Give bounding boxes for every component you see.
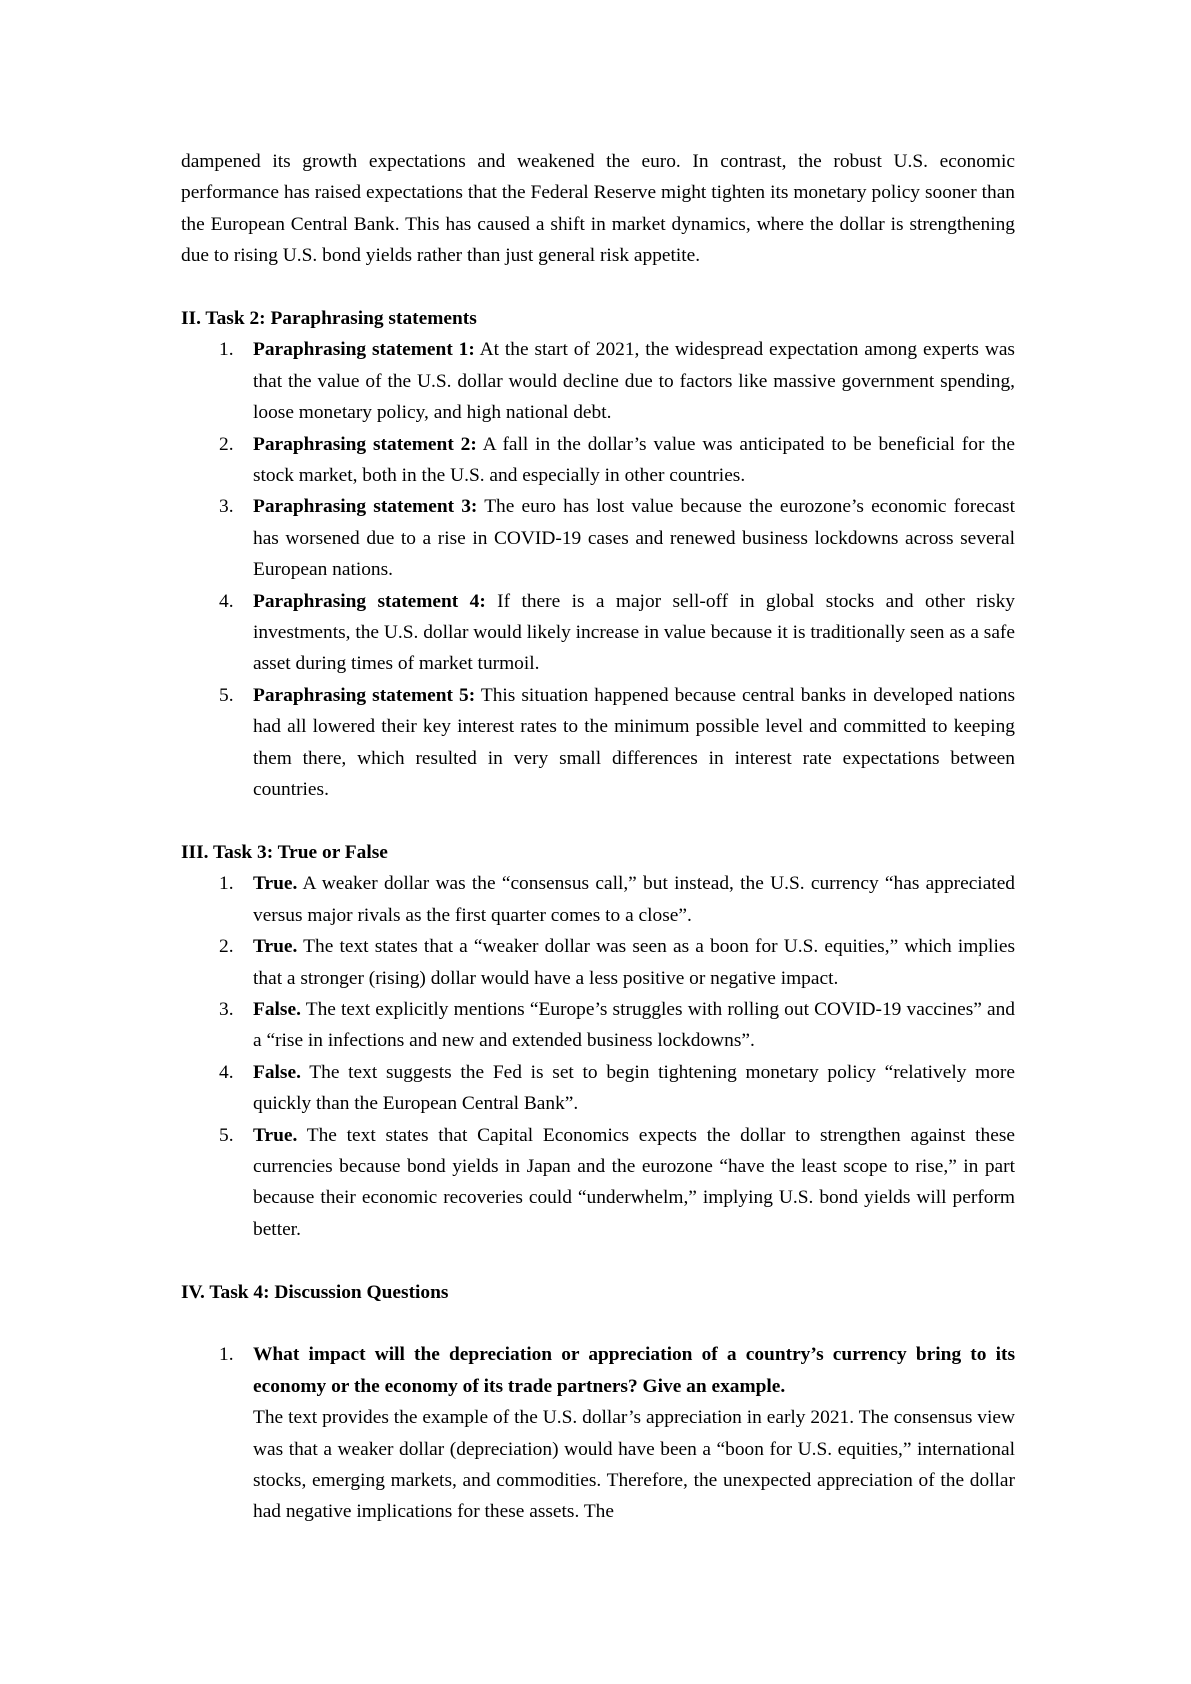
list-item xyxy=(181,868,1015,931)
item-number: 2. xyxy=(219,433,234,455)
item-lead: Paraphrasing statement 5: xyxy=(253,684,476,706)
item-text: The text suggests the Fed is set to begin tightening monetary policy “relatively more quickly than the European Central Bank”. xyxy=(253,1061,1015,1115)
spacer xyxy=(181,1245,1015,1276)
list-item xyxy=(181,931,1015,994)
item-text: A fall in the dollar’s value was anticipated to be beneficial for the stock market, both in the U.S. and especially in other countries. xyxy=(253,433,1015,487)
item-text: The euro has lost value because the eurozone’s economic forecast has worsened due to a rise in COVID-19 cases and renewed business lockdowns across several European nations. xyxy=(253,496,1015,581)
item-lead: Paraphrasing statement 2: xyxy=(253,433,477,455)
item-lead: True. xyxy=(253,873,298,895)
spacer xyxy=(181,806,1015,837)
list-item xyxy=(181,334,1015,428)
discussion-question: What impact will the depreciation or appreciation of a country’s currency bring to its economy or the economy of its trade partners? Give an example. xyxy=(253,1344,1015,1397)
task2-list xyxy=(181,334,1015,805)
item-number: 1. xyxy=(219,339,234,361)
discussion-answer: The text provides the example of the U.S. dollar’s appreciation in early 2021. The consensus view was that a weaker dollar (depreciation) would have been a “boon for U.S. equities,” international stocks, emerging markets, and commodities. Therefore, the unexpected appreciation of the dollar had negative implications for these assets. The xyxy=(253,1407,1015,1523)
task2-heading: II. Task 2: Paraphrasing statements xyxy=(181,308,477,330)
task3-list xyxy=(181,868,1015,1245)
item-lead: Paraphrasing statement 1: xyxy=(253,339,475,361)
list-item xyxy=(181,491,1015,585)
list-item xyxy=(181,1339,1015,1527)
item-text: At the start of 2021, the widespread expectation among experts was that the value of the U.S. dollar would decline due to factors like massive government spending, loose monetary policy, and high national debt. xyxy=(253,339,1015,424)
spacer xyxy=(181,1308,1015,1339)
list-item xyxy=(181,1057,1015,1120)
item-lead: True. xyxy=(253,1124,298,1146)
list-item xyxy=(181,1120,1015,1246)
item-lead: Paraphrasing statement 3: xyxy=(253,496,478,518)
item-number: 4. xyxy=(219,1061,234,1083)
item-number: 5. xyxy=(219,1124,234,1146)
item-lead: Paraphrasing statement 4: xyxy=(253,590,486,612)
item-text: The text explicitly mentions “Europe’s struggles with rolling out COVID-19 vaccines” and a “rise in infections and new and extended business lockdowns”. xyxy=(253,998,1015,1052)
item-number: 4. xyxy=(219,590,234,612)
task3-heading: III. Task 3: True or False xyxy=(181,841,388,863)
item-number: 1. xyxy=(219,873,234,895)
task4-list xyxy=(181,1339,1015,1527)
item-text: The text states that Capital Economics expects the dollar to strengthen against these currencies because bond yields in Japan and the eurozone “have the least scope to rise,” in part because their economic recoveries could “underwhelm,” implying U.S. bond yields will perform better. xyxy=(253,1124,1015,1240)
intro-paragraph: dampened its growth expectations and weakened the euro. In contrast, the robust U.S. economic performance has raised expectations that the Federal Reserve might tighten its monetary policy sooner than the European Central Bank. This has caused a shift in market dynamics, where the dollar is strengthening due to rising U.S. bond yields rather than just general risk appetite. xyxy=(181,151,1015,267)
item-number: 3. xyxy=(219,496,234,518)
list-item xyxy=(181,586,1015,680)
item-lead: False. xyxy=(253,1061,301,1083)
item-text: The text states that a “weaker dollar was seen as a boon for U.S. equities,” which implies that a stronger (rising) dollar would have a less positive or negative impact. xyxy=(253,936,1015,989)
list-item xyxy=(181,680,1015,806)
item-lead: False. xyxy=(253,998,301,1020)
list-item xyxy=(181,994,1015,1057)
item-number: 2. xyxy=(219,936,234,958)
item-text: A weaker dollar was the “consensus call,” but instead, the U.S. currency “has appreciated versus major rivals as the first quarter comes to a close”. xyxy=(253,873,1015,926)
item-text: This situation happened because central banks in developed nations had all lowered their key interest rates to the minimum possible level and committed to keeping them there, which resulted in very small differences in interest rate expectations between countries. xyxy=(253,684,1015,801)
item-number: 5. xyxy=(219,684,234,706)
item-text: If there is a major sell-off in global stocks and other risky investments, the U.S. dollar would likely increase in value because it is traditionally seen as a safe asset during times of market turmoil. xyxy=(253,590,1015,675)
item-number: 3. xyxy=(219,998,234,1020)
list-item xyxy=(181,429,1015,492)
item-number: 1. xyxy=(219,1344,234,1366)
document-page xyxy=(181,146,1015,1528)
spacer xyxy=(181,272,1015,303)
task4-heading: IV. Task 4: Discussion Questions xyxy=(181,1281,449,1303)
item-lead: True. xyxy=(253,936,298,958)
